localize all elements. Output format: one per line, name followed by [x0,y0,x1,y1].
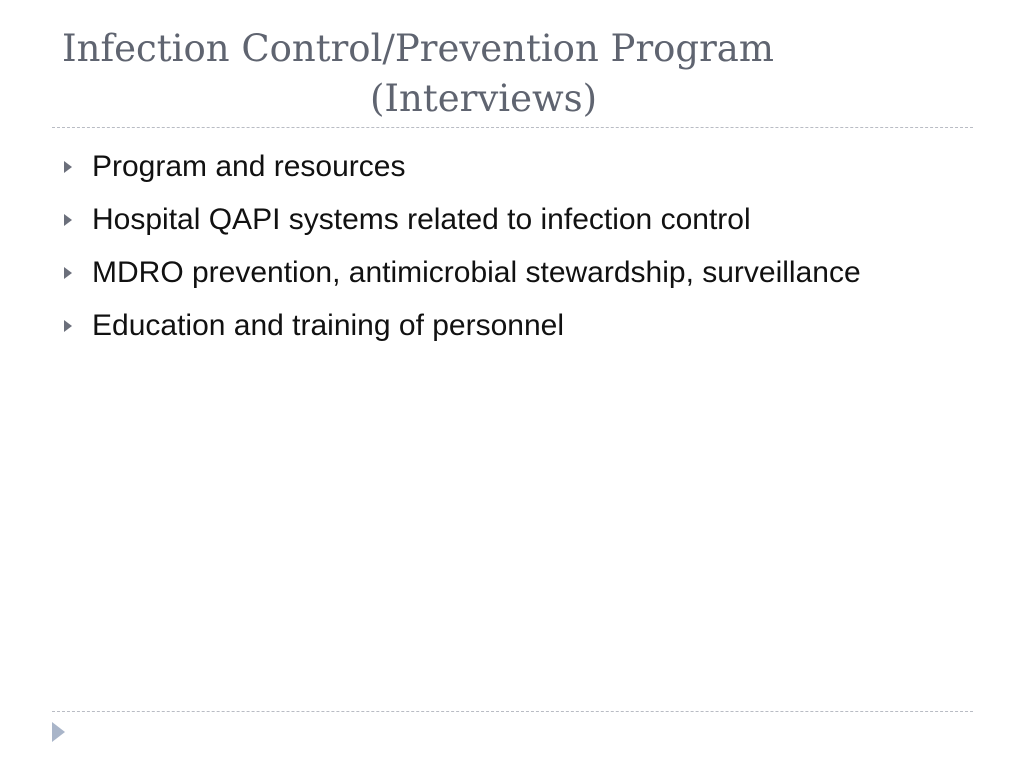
triangle-bullet-icon [64,214,72,226]
triangle-bullet-icon [64,267,72,279]
bullet-text: Hospital QAPI systems related to infection control [92,202,751,236]
triangle-bullet-icon [64,320,72,332]
triangle-bullet-icon [64,161,72,173]
bullet-item [60,140,1000,193]
bullet-text: Program and resources [92,149,406,183]
bullet-text: Education and training of personnel [92,308,565,342]
title-divider [52,127,973,128]
slide-title [62,24,962,124]
bullet-item [60,246,1000,299]
slide-title-line1: Infection Control/Prevention Program [62,27,774,70]
bullet-list [60,140,1000,352]
bullet-item [60,299,1000,352]
footer-divider [52,711,973,712]
bullet-item [60,193,1000,246]
play-triangle-icon[interactable] [52,722,65,742]
slide-title-line2: (Interviews) [370,77,598,120]
bullet-text: MDRO prevention, antimicrobial stewardship, surveillance [92,255,861,289]
